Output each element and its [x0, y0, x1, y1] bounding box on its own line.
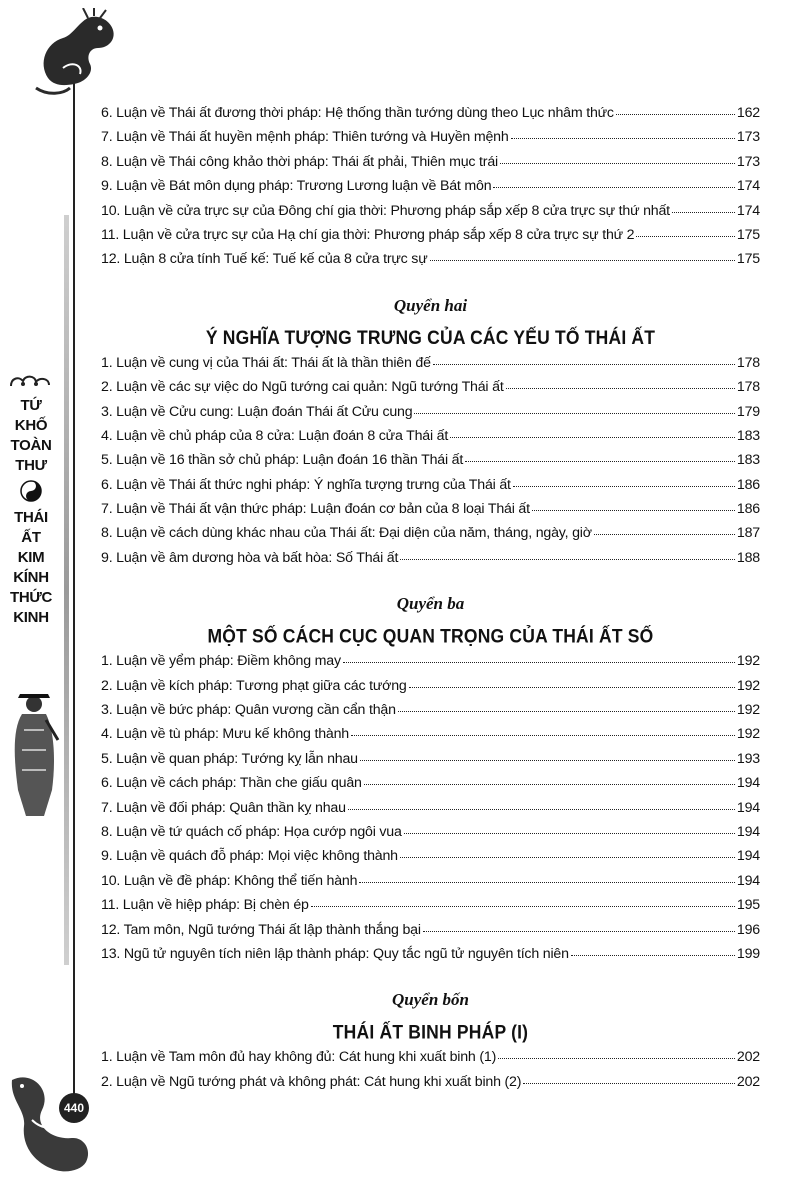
toc-entry[interactable] — [101, 946, 760, 970]
dot-leader — [351, 734, 735, 736]
section-heading: Ý NGHĨA TƯỢNG TRƯNG CỦA CÁC YẾU TỐ THÁI ẤT — [205, 326, 656, 349]
toc-entry-title: 9. Luận về quách đỗ pháp: Mọi việc không thành — [101, 848, 398, 865]
dot-leader — [311, 905, 735, 907]
toc-entry-page: 193 — [736, 750, 760, 767]
dot-leader — [616, 113, 735, 115]
toc-entry-title: 11. Luận về hiệp pháp: Bị chèn ép — [101, 897, 309, 914]
dot-leader — [513, 485, 735, 487]
dot-leader — [493, 186, 735, 188]
toc-entry[interactable] — [101, 897, 760, 921]
dot-leader — [409, 686, 735, 688]
dot-leader — [359, 881, 735, 883]
side-title-word: KÍNH — [13, 569, 49, 586]
toc-entry[interactable] — [101, 203, 760, 227]
toc-entry-page: 162 — [736, 105, 760, 121]
dot-leader — [450, 436, 735, 438]
toc-entry-title: 9. Luận về Bát môn dụng pháp: Trương Lương luận về Bát môn — [101, 178, 492, 195]
toc-entry[interactable] — [101, 726, 760, 750]
side-title-word: THỨC — [9, 589, 53, 606]
dot-leader — [364, 783, 735, 785]
side-title-word: KHỐ — [14, 417, 48, 434]
toc-entry-page: 175 — [736, 251, 760, 268]
toc-entry[interactable] — [101, 379, 760, 403]
toc-entry-page: 178 — [736, 354, 760, 371]
dot-leader — [500, 162, 735, 164]
side-title-word: KINH — [13, 609, 49, 626]
toc-entry-page: 183 — [736, 452, 760, 469]
toc-entry-page: 192 — [736, 726, 760, 743]
dot-leader — [672, 211, 735, 213]
toc-entry[interactable] — [101, 525, 760, 549]
margin-rule — [73, 40, 75, 1100]
toc-entry[interactable] — [101, 428, 760, 452]
side-title-word: KIM — [17, 549, 45, 566]
toc-entry-title: 4. Luận về chủ pháp của 8 cửa: Luận đoán 8 cửa Thái ất — [101, 427, 449, 444]
toc-entry-title: 2. Luận về Ngũ tướng phát và không phát: Cát hung khi xuất binh (2) — [101, 1073, 522, 1090]
toc-entry[interactable] — [101, 800, 760, 824]
toc-entry-page: 186 — [736, 476, 760, 493]
toc-entry-title: 7. Luận về Thái ất huyền mệnh pháp: Thiên tướng và Huyền mệnh — [101, 129, 509, 146]
dot-leader — [571, 954, 735, 956]
toc-entry-page: 202 — [736, 1073, 760, 1090]
toc-entry[interactable] — [101, 653, 760, 677]
toc-entry-page: 194 — [736, 799, 760, 816]
vertical-series-title — [0, 372, 62, 628]
dot-leader — [498, 1057, 735, 1059]
toc-entry[interactable] — [101, 678, 760, 702]
toc-entry-title: 2. Luận về các sự việc do Ngũ tướng cai quản: Ngũ tướng Thái ất — [101, 379, 504, 396]
side-title-word: ẤT — [21, 529, 41, 546]
toc-entry[interactable] — [101, 154, 760, 178]
toc-entry[interactable] — [101, 452, 760, 476]
toc-entry-page: 192 — [736, 702, 760, 719]
dot-leader — [636, 235, 735, 237]
toc-entry-title: 5. Luận về quan pháp: Tướng kỵ lẫn nhau — [101, 750, 358, 767]
toc-entry[interactable] — [101, 178, 760, 202]
toc-entry-title: 3. Luận về Cửu cung: Luận đoán Thái ất Cửu cung — [101, 403, 413, 420]
toc-entry-title: 1. Luận về cung vị của Thái ất: Thái ất là thần thiên đế — [101, 354, 431, 371]
toc-entry-title: 6. Luận về Thái ất đương thời pháp: Hệ thống thần tướng dùng theo Lục nhâm thức — [101, 105, 614, 121]
toc-entry-page: 187 — [736, 525, 760, 542]
table-of-contents — [101, 105, 760, 1098]
dragon-bottom-icon — [2, 1060, 102, 1178]
toc-entry-title: 11. Luận về cửa trực sự của Hạ chí gia thời: Phương pháp sắp xếp 8 cửa trực sự thứ 2 — [101, 226, 635, 243]
toc-entry-title: 12. Tam môn, Ngũ tướng Thái ất lập thành thắng bại — [101, 921, 421, 938]
toc-entry-page: 174 — [736, 178, 760, 195]
toc-entry-title: 6. Luận về cách pháp: Thần che giấu quân — [101, 775, 362, 792]
toc-entry[interactable] — [101, 922, 760, 946]
toc-entry-title: 6. Luận về Thái ất thức nghi pháp: Ý nghĩa tượng trưng của Thái ất — [101, 476, 511, 493]
toc-entry-title: 10. Luận về đề pháp: Không thể tiến hành — [101, 872, 358, 889]
toc-entry-page: 183 — [736, 427, 760, 444]
toc-entry-page: 196 — [736, 921, 760, 938]
toc-entry[interactable] — [101, 477, 760, 501]
toc-entry-page: 194 — [736, 848, 760, 865]
toc-entry-page: 199 — [736, 945, 760, 962]
toc-entry-title: 13. Ngũ tử nguyên tích niên lập thành pháp: Quy tắc ngũ tử nguyên tích niên — [101, 945, 569, 962]
toc-entry-title: 5. Luận về 16 thần sở chủ pháp: Luận đoán 16 thần Thái ất — [101, 452, 464, 469]
sage-figure-icon — [4, 690, 62, 820]
toc-entry-page: 173 — [736, 153, 760, 170]
dot-leader — [430, 259, 735, 261]
section-label: Quyển hai — [393, 295, 468, 315]
toc-entry-title: 7. Luận về đối pháp: Quân thần kỵ nhau — [101, 799, 346, 816]
toc-entry-title: 12. Luận 8 cửa tính Tuế kế: Tuế kế của 8 cửa trực sự — [101, 251, 428, 268]
toc-entry-title: 10. Luận về cửa trực sự của Đông chí gia thời: Phương pháp sắp xếp 8 cửa trực sự thứ nhất — [101, 202, 670, 219]
dot-leader — [511, 137, 735, 139]
dot-leader — [348, 808, 735, 810]
dot-leader — [360, 759, 735, 761]
toc-entry-title: 8. Luận về Thái công khảo thời pháp: Thái ất phải, Thiên mục trái — [101, 153, 498, 170]
toc-entry[interactable] — [101, 751, 760, 775]
toc-entry-title: 2. Luận về kích pháp: Tương phạt giữa các tướng — [101, 677, 407, 694]
toc-entry-page: 188 — [736, 549, 760, 566]
toc-entry-title: 8. Luận về tứ quách cố pháp: Họa cướp ngôi vua — [101, 823, 402, 840]
dot-leader — [400, 558, 735, 560]
toc-entry-page: 192 — [736, 677, 760, 694]
toc-entry-title: 1. Luận về yểm pháp: Điềm không may — [101, 653, 341, 670]
toc-entry[interactable] — [101, 775, 760, 799]
side-title-word: TOÀN — [10, 437, 52, 454]
dot-leader — [506, 387, 735, 389]
toc-entry-page: 179 — [736, 403, 760, 420]
toc-entry-page: 194 — [736, 823, 760, 840]
toc-entry[interactable] — [101, 848, 760, 872]
dot-leader — [414, 412, 734, 414]
dot-leader — [343, 661, 735, 663]
dot-leader — [400, 856, 735, 858]
yin-yang-icon — [20, 480, 42, 502]
toc-entry-page: 195 — [736, 897, 760, 914]
toc-entry[interactable] — [101, 702, 760, 726]
toc-entry-page: 174 — [736, 202, 760, 219]
cloud-ornament-icon — [9, 372, 53, 390]
toc-entry[interactable] — [101, 550, 760, 574]
toc-entry[interactable] — [101, 227, 760, 251]
toc-entry[interactable] — [101, 251, 760, 275]
toc-list — [101, 1049, 760, 1098]
toc-entry-title: 7. Luận về Thái ất vận thức pháp: Luận đoán cơ bản của 8 loại Thái ất — [101, 501, 530, 518]
toc-list — [101, 653, 760, 970]
toc-entry-title: 3. Luận về bức pháp: Quân vương cần cẩn thận — [101, 702, 396, 719]
dot-leader — [423, 930, 735, 932]
dot-leader — [404, 832, 735, 834]
dot-leader — [532, 509, 735, 511]
toc-entry-page: 186 — [736, 501, 760, 518]
section-heading: THÁI ẤT BINH PHÁP (I) — [332, 1020, 529, 1043]
dot-leader — [398, 710, 735, 712]
toc-entry[interactable] — [101, 501, 760, 525]
toc-entry-title: 8. Luận về cách dùng khác nhau của Thái ất: Đại diện của năm, tháng, ngày, giờ — [101, 525, 592, 542]
toc-entry[interactable] — [101, 1074, 760, 1098]
toc-list — [101, 355, 760, 575]
section-label: Quyển ba — [396, 594, 465, 614]
toc-entry[interactable] — [101, 1049, 760, 1073]
toc-entry-page: 173 — [736, 129, 760, 146]
toc-entry-title: 1. Luận về Tam môn đủ hay không đủ: Cát hung khi xuất binh (1) — [101, 1049, 497, 1066]
dot-leader — [465, 460, 735, 462]
side-title-word: TỨ — [20, 397, 42, 414]
dragon-icon — [28, 8, 128, 103]
toc-entry-page: 194 — [736, 872, 760, 889]
dot-leader — [433, 363, 735, 365]
toc-entry[interactable] — [101, 355, 760, 379]
toc-entry-page: 194 — [736, 775, 760, 792]
side-title-word: THƯ — [15, 457, 47, 474]
toc-entry-title: 4. Luận về tù pháp: Mưu kế không thành — [101, 726, 349, 743]
page-number-badge: 440 — [59, 1093, 89, 1123]
toc-entry-title: 9. Luận về âm dương hòa và bất hòa: Số Thái ất — [101, 549, 399, 566]
toc-entry[interactable] — [101, 105, 760, 129]
toc-entry[interactable] — [101, 129, 760, 153]
side-title-word: THÁI — [14, 509, 48, 526]
toc-entry[interactable] — [101, 824, 760, 848]
toc-list-top — [101, 105, 760, 276]
dot-leader — [523, 1082, 735, 1084]
dot-leader — [594, 533, 735, 535]
toc-entry-page: 175 — [736, 226, 760, 243]
toc-entry-page: 192 — [736, 653, 760, 670]
margin-gradient-bar — [64, 215, 69, 965]
toc-entry[interactable] — [101, 873, 760, 897]
section-label: Quyển bốn — [392, 990, 469, 1010]
toc-entry-page: 178 — [736, 379, 760, 396]
toc-entry-page: 202 — [736, 1049, 760, 1066]
toc-entry[interactable] — [101, 404, 760, 428]
section-heading: MỘT SỐ CÁCH CỤC QUAN TRỌNG CỦA THÁI ẤT SỐ — [207, 624, 654, 647]
